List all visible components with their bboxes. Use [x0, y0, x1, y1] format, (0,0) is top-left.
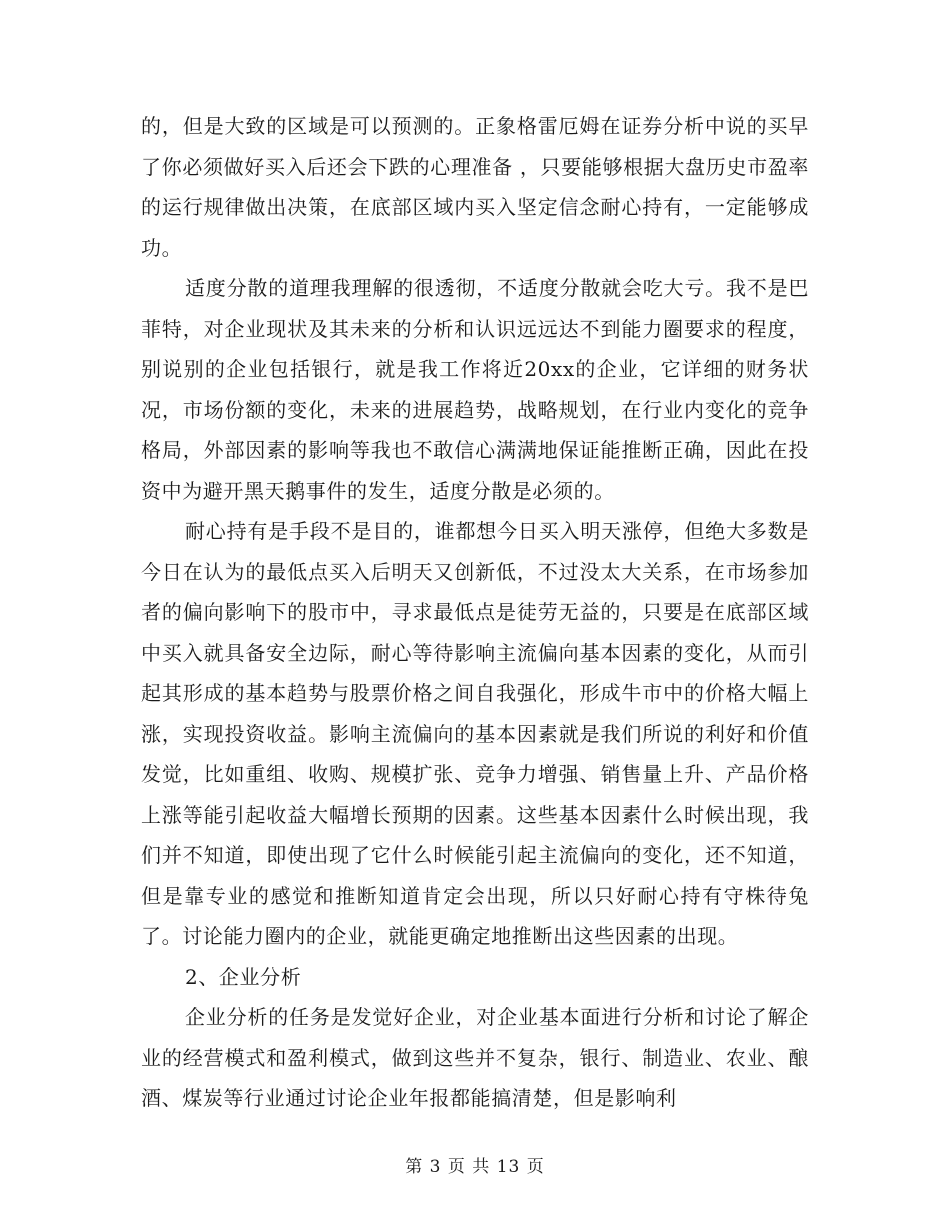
document-body: [141, 106, 809, 1119]
page-footer: 第 3 页 共 13 页: [405, 1157, 545, 1177]
paragraph-3: 耐心持有是手段不是目的，谁都想今日买入明天涨停，但绝大多数是今日在认为的最低点买入后明天又创新低，不过没太大关系，在市场参加者的偏向影响下的股市中，寻求最低点是徒劳无益的，只要是在底部区域中买入就具备安全边际，耐心等待影响主流偏向基本因素的变化，从而引起其形成的基本趋势与股票价格之间自我强化，形成牛市中的价格大幅上涨，实现投资收益。影响主流偏向的基本因素就是我们所说的利好和价值发觉，比如重组、收购、规模扩张、竞争力增强、销售量上升、产品价格上涨等能引起收益大幅增长预期的因素。这些基本因素什么时候出现，我们并不知道，即使出现了它什么时候能引起主流偏向的变化，还不知道，但是靠专业的感觉和推断知道肯定会出现，所以只好耐心持有守株待兔了。讨论能力圈内的企业，就能更确定地推断出这些因素的出现。: [141, 519, 809, 948]
section-heading: 2、企业分析: [185, 964, 302, 989]
paragraph-4: 企业分析的任务是发觉好企业，对企业基本面进行分析和讨论了解企业的经营模式和盈利模式，做到这些并不复杂，银行、制造业、农业、酿酒、煤炭等行业通过讨论企业年报都能搞清楚，但是影响利: [141, 1005, 809, 1110]
paragraph-1: 的，但是大致的区域是可以预测的。正象格雷厄姆在证券分析中说的买早了你必须做好买入后还会下跌的心理准备 ，只要能够根据大盘历史市盈率的运行规律做出决策，在底部区域内买入坚定信念耐心持有，一定能够成功。: [141, 114, 809, 260]
paragraph-2: 适度分散的道理我理解的很透彻，不适度分散就会吃大亏。我不是巴菲特，对企业现状及其未来的分析和认识远远达不到能力圈要求的程度，别说别的企业包括银行，就是我工作将近20xx的企业，它详细的财务状况，市场份额的变化，未来的进展趋势，战略规划，在行业内变化的竞争格局，外部因素的影响等我也不敢信心满满地保证能推断正确，因此在投资中为避开黑天鹅事件的发生，适度分散是必须的。: [141, 276, 809, 503]
